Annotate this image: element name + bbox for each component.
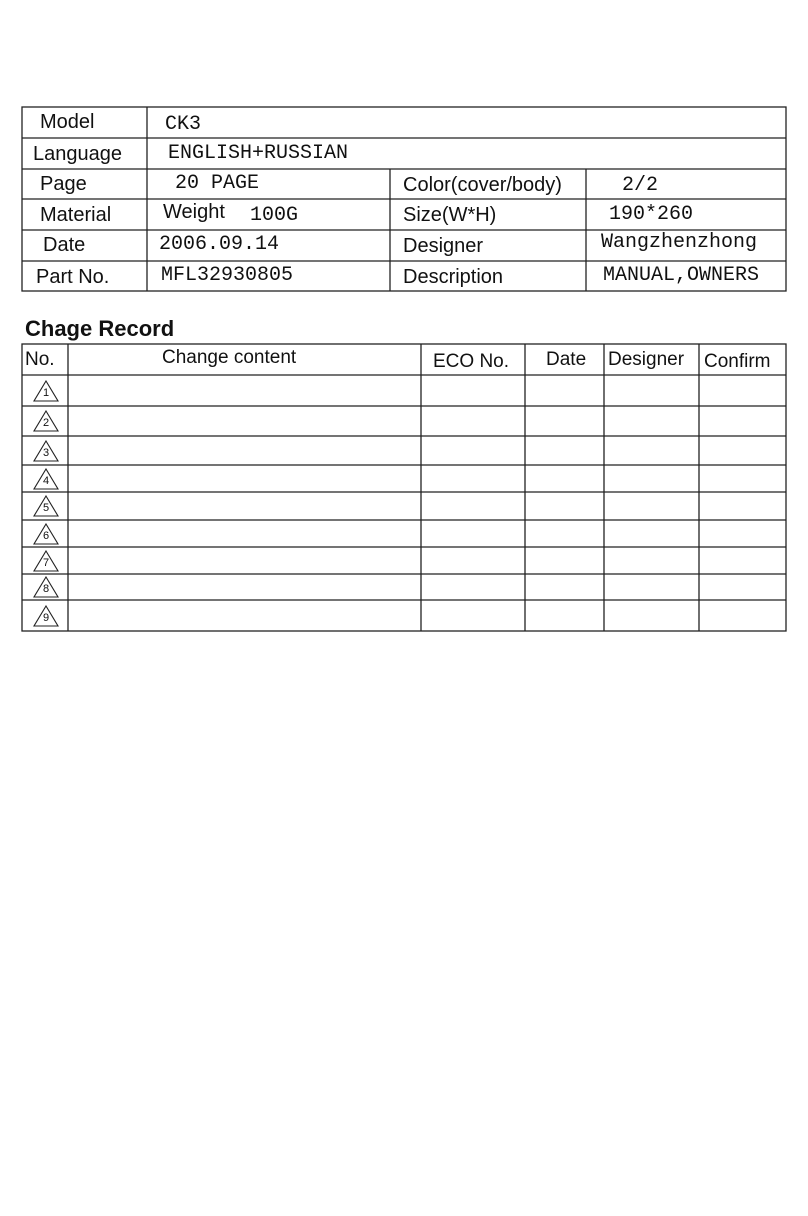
revision-number: 2 xyxy=(42,417,50,429)
revision-number: 5 xyxy=(42,502,50,514)
size-value: 190*260 xyxy=(609,203,694,226)
revision-triangle-icon xyxy=(33,468,59,490)
revision-triangle-icon xyxy=(33,410,59,432)
revision-number: 9 xyxy=(42,611,50,624)
revision-number: 1 xyxy=(42,386,50,399)
revision-triangle-icon xyxy=(33,605,59,627)
designer-label: Designer xyxy=(403,235,484,257)
revision-number: 7 xyxy=(42,556,50,569)
material-label: Material xyxy=(40,204,112,226)
date-value: 2006.09.14 xyxy=(159,233,280,256)
date-label: Date xyxy=(43,234,86,256)
revision-triangle-icon xyxy=(33,380,59,402)
revision-triangle-icon xyxy=(33,440,59,462)
description-value: MANUAL,OWNERS xyxy=(603,264,760,287)
header-designer: Designer xyxy=(608,349,685,370)
header-eco-no: ECO No. xyxy=(433,351,510,372)
description-label: Description xyxy=(403,266,504,288)
revision-number: 6 xyxy=(42,529,50,542)
header-date: Date xyxy=(546,349,587,370)
model-value: CK3 xyxy=(165,113,202,136)
designer-value: Wangzhenzhong xyxy=(601,231,758,254)
language-label: Language xyxy=(33,143,122,165)
language-value: ENGLISH+RUSSIAN xyxy=(168,142,349,165)
weight-label: Weight xyxy=(163,201,225,223)
header-change-content: Change content xyxy=(162,347,297,368)
revision-number: 4 xyxy=(42,474,50,487)
partno-value: MFL32930805 xyxy=(161,264,294,287)
revision-triangle-icon xyxy=(33,495,59,517)
revision-number: 3 xyxy=(42,446,50,459)
header-confirm: Confirm xyxy=(704,351,771,372)
revision-triangle-icon xyxy=(33,576,59,598)
record-title: Chage Record xyxy=(25,316,175,341)
weight-value: 100G xyxy=(250,204,299,227)
revision-number: 8 xyxy=(42,583,50,595)
model-label: Model xyxy=(40,111,95,133)
header-no: No. xyxy=(25,349,55,370)
color-value: 2/2 xyxy=(622,174,659,197)
revision-triangle-icon xyxy=(33,550,59,572)
size-label: Size(W*H) xyxy=(403,204,497,226)
revision-triangle-icon xyxy=(33,523,59,545)
color-label: Color(cover/body) xyxy=(403,174,562,196)
page-value: 20 PAGE xyxy=(175,172,260,195)
partno-label: Part No. xyxy=(36,266,110,288)
page-label: Page xyxy=(40,173,87,195)
